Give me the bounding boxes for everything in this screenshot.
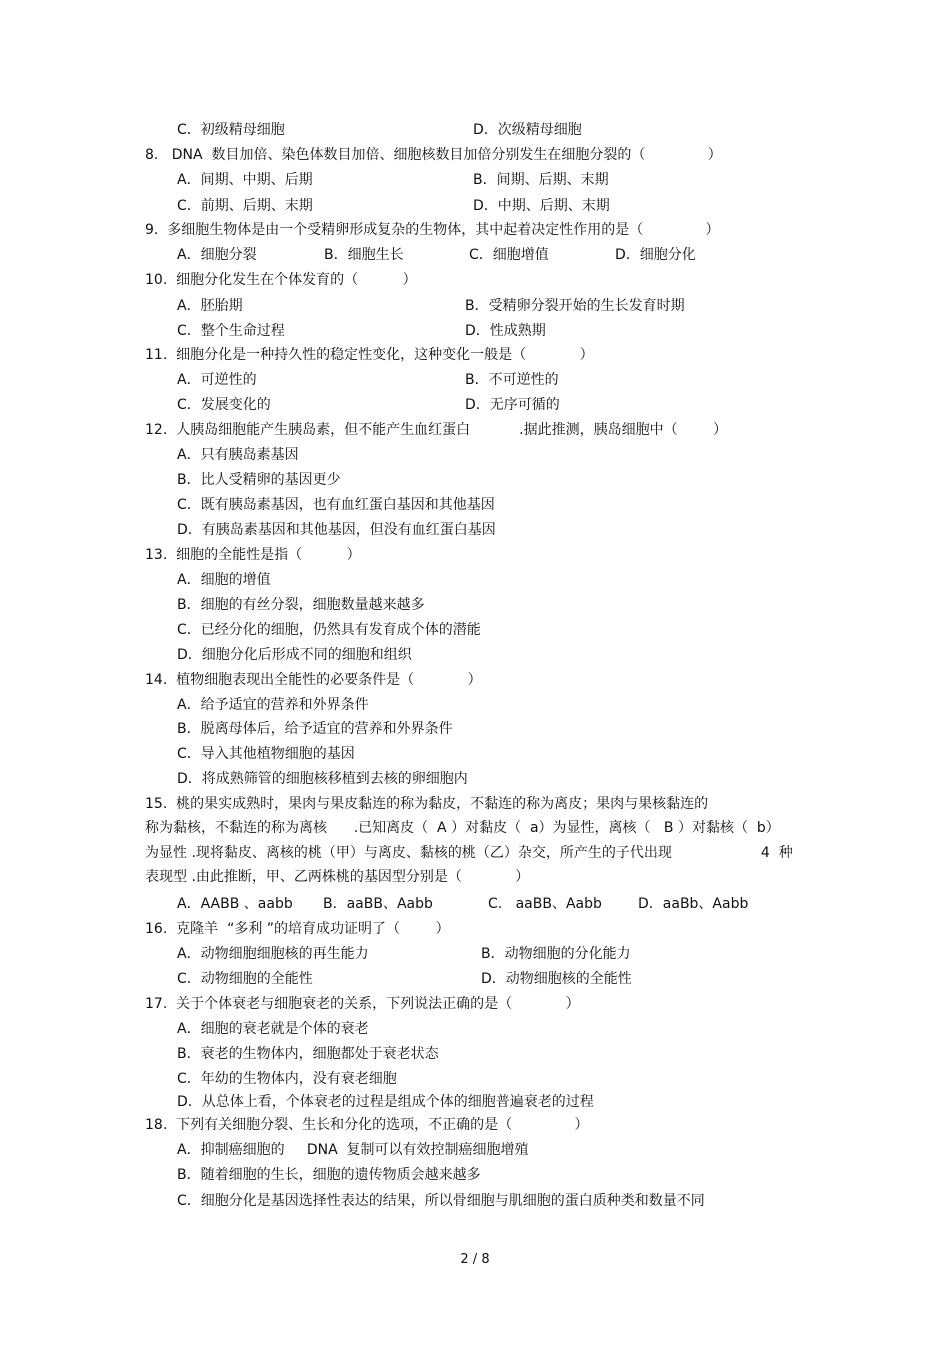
q16-stem: 16. 克隆羊 “多利 ”的培育成功证明了（ ） <box>145 921 450 937</box>
q16-option-c: C．动物细胞的全能性 <box>177 971 313 987</box>
q17-option-a: A．细胞的衰老就是个体的衰老 <box>177 1021 369 1037</box>
q9-option-d: D．细胞分化 <box>615 247 696 263</box>
q14-stem: 14. 植物细胞表现出全能性的必要条件是（ ） <box>145 672 482 688</box>
q15-option-d: D．aaBb、Aabb <box>638 896 749 912</box>
q8-option-d: D．中期、后期、末期 <box>473 198 610 214</box>
q17-stem: 17. 关于个体衰老与细胞衰老的关系，下列说法正确的是（ ） <box>145 996 580 1012</box>
q17-option-b: B．衰老的生物体内，细胞都处于衰老状态 <box>177 1046 439 1062</box>
q14-option-b: B．脱离母体后，给予适宜的营养和外界条件 <box>177 721 453 737</box>
q16-option-b: B．动物细胞的分化能力 <box>481 946 631 962</box>
q18-option-a: A．抑制癌细胞的 DNA 复制可以有效控制癌细胞增殖 <box>177 1142 529 1158</box>
q13-option-c: C．已经分化的细胞，仍然具有发育成个体的潜能 <box>177 622 481 638</box>
q15-stem-line-2: 称为黏核，不黏连的称为离核 .已知离皮（ A ）对黏皮（ a）为显性，离核（ B ）对黏核（ b） <box>145 820 780 836</box>
q11-stem: 11. 细胞分化是一种持久性的稳定性变化，这种变化一般是（ ） <box>145 347 594 363</box>
q10-stem: 10. 细胞分化发生在个体发育的（ ） <box>145 272 417 288</box>
q14-option-c: C．导入其他植物细胞的基因 <box>177 746 355 762</box>
q10-option-d: D．性成熟期 <box>465 323 546 339</box>
q9-option-a: A．细胞分裂 <box>177 247 257 263</box>
q15-stem-line-4: 表现型 .由此推断，甲、乙两株桃的基因型分别是（ ） <box>145 869 530 885</box>
q18-option-b: B．随着细胞的生长，细胞的遗传物质会越来越多 <box>177 1167 481 1183</box>
q16-option-d: D．动物细胞核的全能性 <box>481 971 632 987</box>
q17-option-c: C．年幼的生物体内，没有衰老细胞 <box>177 1071 397 1087</box>
q10-option-b: B．受精卵分裂开始的生长发育时期 <box>465 298 685 314</box>
q18-option-c: C．细胞分化是基因选择性表达的结果，所以骨细胞与肌细胞的蛋白质种类和数量不同 <box>177 1193 705 1209</box>
q12-option-d: D．有胰岛素基因和其他基因，但没有血红蛋白基因 <box>177 522 496 538</box>
q13-stem: 13. 细胞的全能性是指（ ） <box>145 547 361 563</box>
q11-option-d: D．无序可循的 <box>465 397 560 413</box>
q13-option-a: A．细胞的增值 <box>177 572 271 588</box>
q12-option-c: C．既有胰岛素基因，也有血红蛋白基因和其他基因 <box>177 497 495 513</box>
q12-option-b: B．比人受精卵的基因更少 <box>177 472 341 488</box>
q14-option-a: A．给予适宜的营养和外界条件 <box>177 697 369 713</box>
q8-option-c: C．前期、后期、末期 <box>177 198 313 214</box>
q11-option-a: A．可逆性的 <box>177 372 257 388</box>
q9-option-b: B．细胞生长 <box>324 247 404 263</box>
q18-stem: 18. 下列有关细胞分裂、生长和分化的选项，不正确的是（ ） <box>145 1117 589 1133</box>
q11-option-c: C．发展变化的 <box>177 397 271 413</box>
q13-option-d: D．细胞分化后形成不同的细胞和组织 <box>177 647 412 663</box>
q15-option-a: A．AABB 、aabb <box>177 896 293 912</box>
q15-option-c: C. aaBB、Aabb <box>488 896 602 912</box>
q12-option-a: A．只有胰岛素基因 <box>177 447 299 463</box>
q13-option-b: B．细胞的有丝分裂，细胞数量越来越多 <box>177 597 425 613</box>
q7-option-c: C．初级精母细胞 <box>177 122 285 138</box>
q8-option-a: A．间期、中期、后期 <box>177 172 313 188</box>
q15-option-b: B．aaBB、Aabb <box>323 896 433 912</box>
q12-stem: 12. 人胰岛细胞能产生胰岛素，但不能产生血红蛋白 .据此推测，胰岛细胞中（ ） <box>145 422 728 438</box>
q8-stem: 8. DNA 数目加倍、染色体数目加倍、细胞核数目加倍分别发生在细胞分裂的（ ） <box>145 147 722 163</box>
q9-stem: 9. 多细胞生物体是由一个受精卵形成复杂的生物体，其中起着决定性作用的是（ ） <box>145 222 720 238</box>
q15-stem-line-1: 15. 桃的果实成熟时，果肉与果皮黏连的称为黏皮，不黏连的称为离皮；果肉与果核黏连的 <box>145 796 709 812</box>
q9-option-c: C．细胞增值 <box>469 247 549 263</box>
q16-option-a: A．动物细胞细胞核的再生能力 <box>177 946 369 962</box>
q8-option-b: B．间期、后期、末期 <box>473 172 609 188</box>
q14-option-d: D．将成熟筛管的细胞核移植到去核的卵细胞内 <box>177 771 468 787</box>
q15-stem-line-3: 为显性 .现将黏皮、离核的桃（甲）与离皮、黏核的桃（乙）杂交，所产生的子代出现 4 种 <box>145 845 793 861</box>
q11-option-b: B．不可逆性的 <box>465 372 559 388</box>
q10-option-c: C．整个生命过程 <box>177 323 285 339</box>
q17-option-d: D．从总体上看，个体衰老的过程是组成个体的细胞普遍衰老的过程 <box>177 1094 594 1110</box>
q7-option-d: D．次级精母细胞 <box>473 122 582 138</box>
q10-option-a: A．胚胎期 <box>177 298 243 314</box>
page-number: 2 / 8 <box>460 1252 490 1267</box>
